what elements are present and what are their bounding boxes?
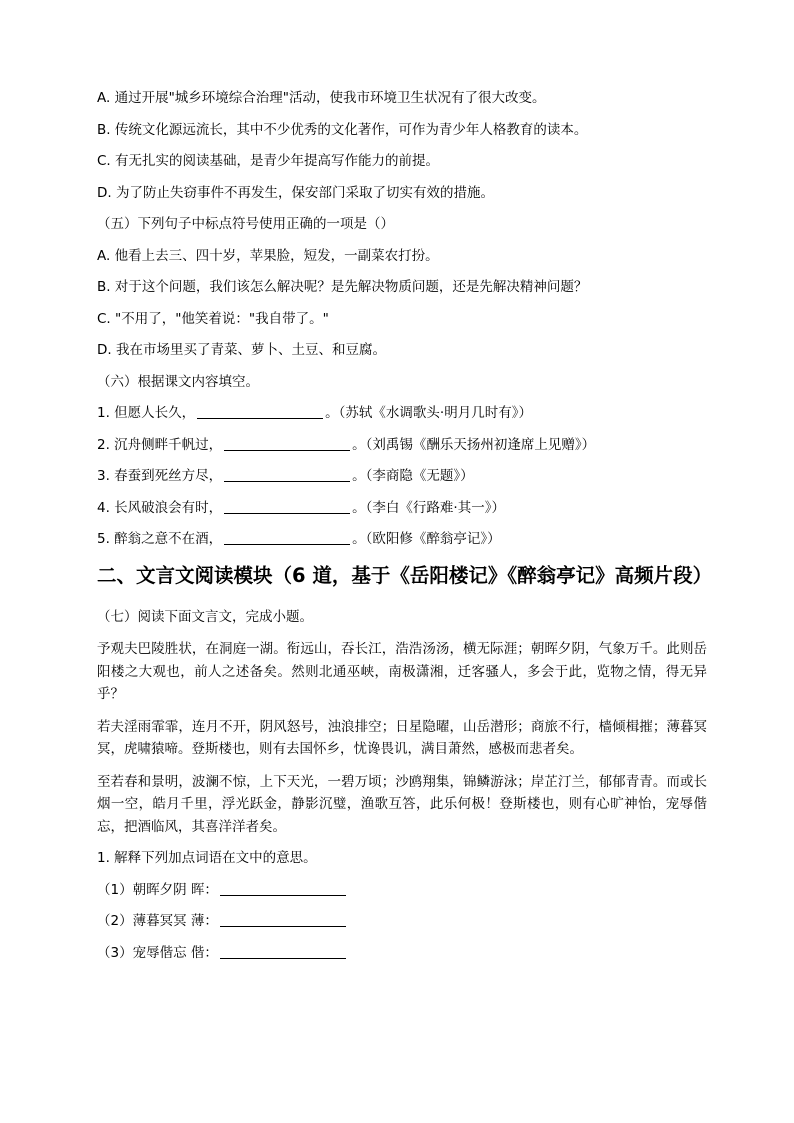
q4-option-b: B. 传统文化源远流长，其中不少优秀的文化著作，可作为青少年人格教育的读本。 [97, 121, 588, 138]
q6-item-source: 。（苏轼《水调歌头·明月几时有》） [325, 405, 532, 421]
answer-blank[interactable] [224, 436, 350, 451]
section-heading: 二、文言文阅读模块（6 道，基于《岳阳楼记》《醉翁亭记》高频片段） [97, 563, 713, 587]
q4-option-c: C. 有无扎实的阅读基础，是青少年提高写作能力的前提。 [97, 153, 440, 169]
q7-title: （七）阅读下面文言文，完成小题。 [97, 608, 313, 625]
q6-item-source: 。（李商隐《无题》） [352, 468, 474, 484]
passage-paragraph-3: 至若春和景明，波澜不惊，上下天光，一碧万顷；沙鸥翔集，锦鳞游泳；岸芷汀兰，郁郁青青。而或长烟一空，皓月千里，浮光跃金，静影沉璧，渔歌互答，此乐何极！登斯楼也，则有心旷神怡，宠辱偕忘，把酒临风，其喜洋洋者矣。 [97, 773, 707, 835]
answer-blank[interactable] [220, 912, 346, 927]
q5-option-c: C. "不用了，"他笑着说："我自带了。" [97, 310, 329, 327]
q6-item-source: 。（刘禹锡《酬乐天扬州初逢席上见赠》） [352, 436, 596, 453]
q6-item-prefix: 4. 长风破浪会有时， [97, 499, 223, 516]
q4-option-a: A. 通过开展"城乡环境综合治理"活动，使我市环境卫生状况有了很大改变。 [97, 90, 546, 106]
answer-blank[interactable] [224, 467, 350, 482]
q6-item-4 [97, 498, 707, 518]
q6-item-5 [97, 529, 707, 549]
document-page [97, 88, 713, 974]
sub-question-item-2 [97, 911, 707, 931]
q6-item-3 [97, 466, 707, 486]
answer-blank[interactable] [224, 499, 350, 514]
sub-question-prompt: （3）宠辱偕忘 偕： [97, 944, 218, 961]
q6-item-prefix: 5. 醉翁之意不在酒， [97, 531, 223, 547]
answer-blank[interactable] [220, 944, 346, 959]
sub-question-1-title: 1. 解释下列加点词语在文中的意思。 [97, 850, 317, 866]
answer-blank[interactable] [220, 881, 346, 896]
q6-item-prefix: 3. 春蚕到死丝方尽， [97, 468, 223, 484]
q6-item-prefix: 2. 沉舟侧畔千帆过， [97, 436, 223, 453]
q6-item-2 [97, 435, 707, 455]
sub-question-item-3 [97, 943, 707, 963]
passage-paragraph-2: 若夫淫雨霏霏，连月不开，阴风怒号，浊浪排空；日星隐曜，山岳潜形；商旅不行，樯倾楫摧；薄暮冥冥，虎啸猿啼。登斯楼也，则有去国怀乡，忧谗畏讥，满目萧然，感极而悲者矣。 [97, 718, 707, 757]
answer-blank[interactable] [197, 404, 323, 419]
q5-title: （五）下列句子中标点符号使用正确的一项是（） [97, 216, 394, 232]
q6-item-source: 。（欧阳修《醉翁亭记》） [352, 531, 501, 547]
q5-option-a: A. 他看上去三、四十岁，苹果脸，短发，一副菜农打扮。 [97, 247, 439, 264]
q6-item-1 [97, 403, 707, 423]
sub-question-prompt: （2）薄暮冥冥 薄： [97, 913, 218, 929]
sub-question-item-1 [97, 880, 707, 900]
q5-option-b: B. 对于这个问题，我们该怎么解决呢？是先解决物质问题，还是先解决精神问题？ [97, 279, 588, 295]
q5-option-d: D. 我在市场里买了青菜、萝卜、土豆、和豆腐。 [97, 342, 386, 358]
q6-item-prefix: 1. 但愿人长久， [97, 405, 196, 421]
answer-blank[interactable] [224, 530, 350, 545]
q6-item-source: 。（李白《行路难·其一》） [352, 499, 505, 516]
q6-title: （六）根据课文内容填空。 [97, 373, 259, 390]
passage-paragraph-1: 予观夫巴陵胜状，在洞庭一湖。衔远山，吞长江，浩浩汤汤，横无际涯；朝晖夕阴，气象万千。此则岳阳楼之大观也，前人之述备矣。然则北通巫峡，南极潇湘，迁客骚人，多会于此，览物之情，得无异乎？ [97, 641, 707, 702]
q4-option-d: D. 为了防止失窃事件不再发生，保安部门采取了切实有效的措施。 [97, 184, 494, 201]
sub-question-prompt: （1）朝晖夕阴 晖： [97, 881, 218, 898]
